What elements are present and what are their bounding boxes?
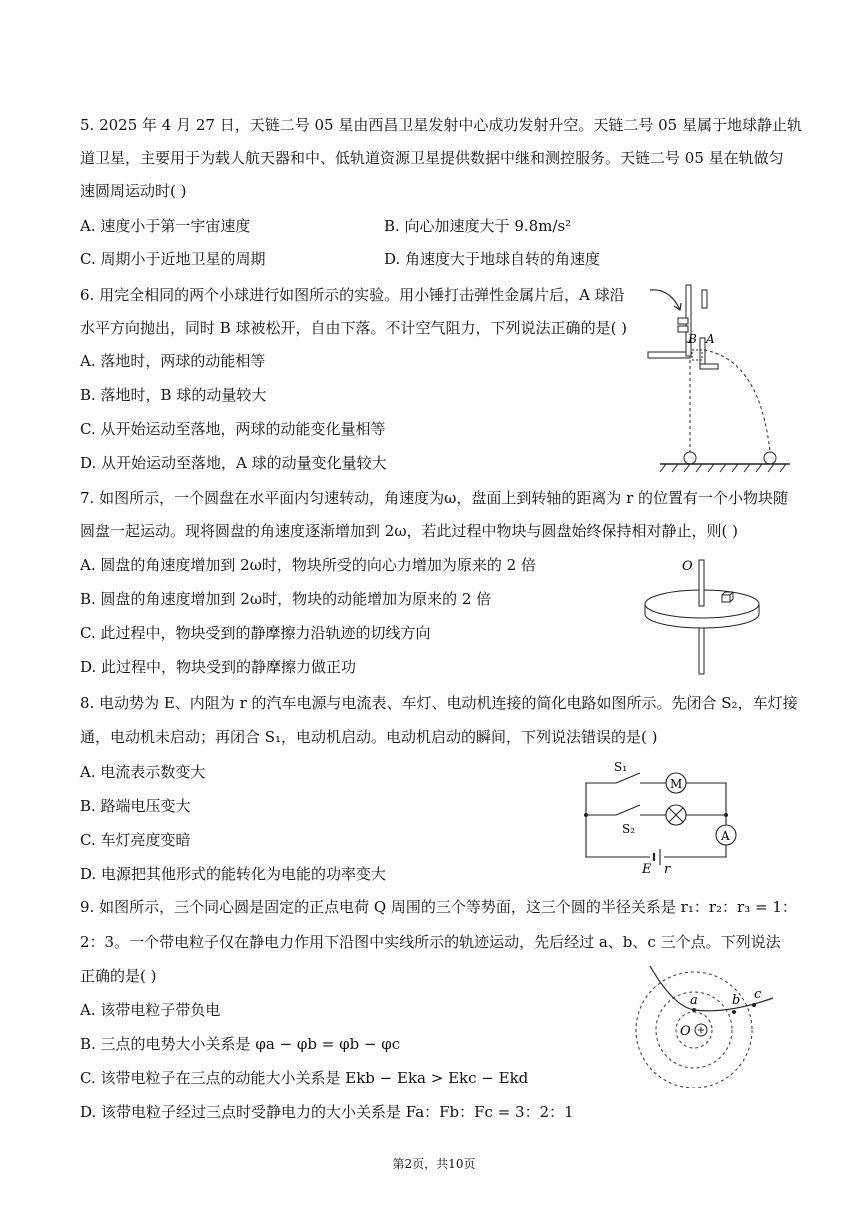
q5-stem-line2: 道卫星，主要用于为载人航天器和中、低轨道资源卫星提供数据中继和测控服务。天链二号 05 星在轨做匀 [80,149,784,167]
q8-label-m: M [670,777,683,791]
q9-option-d: D. 该带电粒子经过三点时受静电力的大小关系是 Fa：Fb：Fc = 3：2：1 [80,1103,574,1121]
q8-stem-line1: 8. 电动势为 E、内阻为 r 的汽车电源与电流表、车灯、电动机连接的简化电路如图所示。先闭合 S₂，车灯接 [80,694,798,712]
q9-option-c: C. 该带电粒子在三点的动能大小关系是 Ekb − Eka > Ekc − Ekd [80,1069,529,1087]
q6-projectile-figure [640,280,800,475]
q7-stem-line2: 圆盘一起运动。现将圆盘的角速度逐渐增加到 2ω，若此过程中物块与圆盘始终保持相对静止，则( ) [80,522,739,540]
q5-option-a: A. 速度小于第一宇宙速度 [80,217,251,235]
q6-option-a: A. 落地时，两球的动能相等 [80,352,266,370]
q7-rotating-disk-figure [640,552,770,680]
q6-stem-line2: 水平方向抛出，同时 B 球被松开，自由下落。不计空气阻力，下列说法正确的是( ) [80,319,628,337]
q5-option-d: D. 角速度大于地球自转的角速度 [384,250,601,268]
q5-option-b: B. 向心加速度大于 9.8m/s² [384,217,572,235]
q6-label-a: A [706,332,715,346]
q8-label-r: r [664,862,671,877]
q9-option-a: A. 该带电粒子带负电 [80,1001,221,1019]
q9-stem-line2: 2：3。一个带电粒子仅在静电力作用下沿图中实线所示的轨迹运动，先后经过 a、b、c 三个点。下列说法 [80,933,781,951]
q9-label-b: b [732,993,741,1008]
q9-stem-line3: 正确的是( ) [80,967,157,985]
q8-stem-line2: 通，电动机未启动；再闭合 S₁，电动机启动。电动机启动的瞬间，下列说法错误的是( ) [80,728,658,746]
q9-label-c: c [754,987,762,1002]
q5-option-c: C. 周期小于近地卫星的周期 [80,250,266,268]
q7-option-d: D. 此过程中，物块受到的静摩擦力做正功 [80,658,357,676]
q9-label-o: O [680,1024,691,1039]
q5-stem-line1: 5. 2025 年 4 月 27 日，天链二号 05 星由西昌卫星发射中心成功发射升空。天链二号 05 星属于地球静止轨 [80,116,802,134]
q6-option-b: B. 落地时，B 球的动量较大 [80,386,267,404]
q8-label-ammeter: A [721,829,730,843]
q5-stem-line3: 速圆周运动时( ) [80,182,187,200]
q7-option-a: A. 圆盘的角速度增加到 2ω时，物块所受的向心力增加为原来的 2 倍 [80,556,536,574]
q7-label-o: O [682,559,693,574]
q9-option-b: B. 三点的电势大小关系是 φa − φb = φb − φc [80,1035,401,1053]
q9-equipotential-figure [628,958,788,1088]
q8-label-e: E [642,862,652,877]
q8-option-a: A. 电流表示数变大 [80,763,206,781]
q8-label-s1: S₁ [614,760,628,774]
page-footer: 第2页，共10页 [392,1157,476,1171]
q9-stem-line1: 9. 如图所示，三个同心圆是固定的正点电荷 Q 周围的三个等势面，这三个圆的半径关系是 r₁：r₂：r₃ = 1： [80,898,797,916]
q8-option-d: D. 电源把其他形式的能转化为电能的功率变大 [80,865,387,883]
q7-option-b: B. 圆盘的角速度增加到 2ω时，物块的动能增加为原来的 2 倍 [80,590,492,608]
q8-option-c: C. 车灯亮度变暗 [80,831,191,849]
q6-option-c: C. 从开始运动至落地，两球的动能变化量相等 [80,420,386,438]
q9-label-a: a [690,993,698,1008]
q8-circuit-figure [580,753,750,883]
q6-option-d: D. 从开始运动至落地，A 球的动量变化量较大 [80,454,387,472]
q8-label-s2: S₂ [622,822,636,836]
q8-option-b: B. 路端电压变大 [80,797,191,815]
q6-stem-line1: 6. 用完全相同的两个小球进行如图所示的实验。用小锤打击弹性金属片后，A 球沿 [80,286,625,304]
q7-stem-line1: 7. 如图所示，一个圆盘在水平面内匀速转动，角速度为ω，盘面上到转轴的距离为 r 的位置有一个小物块随 [80,489,789,507]
q7-option-c: C. 此过程中，物块受到的静摩擦力沿轨迹的切线方向 [80,624,431,642]
q6-label-b: B [688,332,697,346]
